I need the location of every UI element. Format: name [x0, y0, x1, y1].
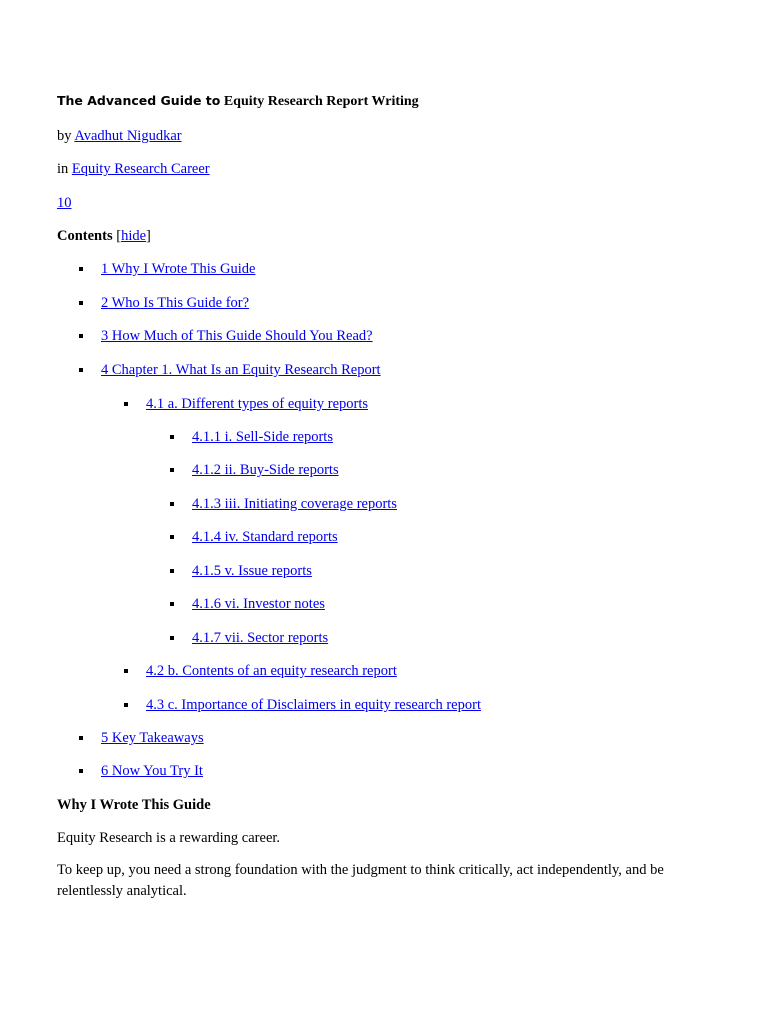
category-link[interactable]: Equity Research Career — [71, 161, 210, 177]
section-heading-text: Why I Wrote This Guide — [57, 797, 211, 813]
toc-item[interactable]: 2 Who Is This Guide for? — [101, 295, 250, 311]
toc-item[interactable]: 4.2 b. Contents of an equity research report — [146, 663, 397, 679]
toc-item[interactable]: 6 Now You Try It — [101, 763, 203, 779]
bullet-icon — [170, 468, 174, 472]
toc-item[interactable]: 4.1.7 vii. Sector reports — [192, 630, 329, 646]
toc-item[interactable]: 4.1.4 iv. Standard reports — [192, 529, 338, 545]
bullet-icon — [79, 267, 83, 271]
toc-item[interactable]: 4.1.5 v. Issue reports — [192, 563, 312, 579]
in-label: in — [57, 161, 69, 177]
title-prefix: The Advanced Guide to — [57, 93, 221, 108]
toc-item[interactable]: 4.1.6 vi. Investor notes — [192, 596, 325, 612]
title-main: Equity Research Report Writing — [223, 94, 419, 109]
bullet-icon — [79, 334, 83, 338]
bullet-icon — [79, 736, 83, 740]
contents-header — [57, 227, 151, 245]
bullet-icon — [124, 669, 128, 673]
comment-count-line — [57, 194, 72, 212]
contents-bracket-open: [ — [116, 228, 122, 244]
section-paragraph-1: Equity Research is a rewarding career. — [57, 830, 281, 846]
toc-item[interactable]: 5 Key Takeaways — [101, 730, 204, 746]
byline — [57, 127, 182, 145]
comment-count-link[interactable]: 10 — [57, 195, 72, 211]
contents-hide-link[interactable]: hide — [121, 228, 147, 244]
category-line — [57, 160, 210, 178]
toc-item[interactable]: 4.1 a. Different types of equity reports — [146, 396, 369, 412]
contents-bracket-close: ] — [146, 228, 151, 244]
bullet-icon — [170, 636, 174, 640]
bullet-icon — [170, 602, 174, 606]
bullet-icon — [170, 435, 174, 439]
bullet-icon — [79, 301, 83, 305]
toc-item[interactable]: 4 Chapter 1. What Is an Equity Research Report — [101, 362, 381, 378]
author-link[interactable]: Avadhut Nigudkar — [74, 128, 182, 144]
bullet-icon — [170, 535, 174, 539]
bullet-icon — [170, 502, 174, 506]
toc-item[interactable]: 4.3 c. Importance of Disclaimers in equity research report — [146, 697, 481, 713]
toc-item[interactable]: 4.1.1 i. Sell-Side reports — [192, 429, 333, 445]
bullet-icon — [124, 402, 128, 406]
toc-item[interactable]: 3 How Much of This Guide Should You Read? — [101, 328, 373, 344]
toc-item[interactable]: 1 Why I Wrote This Guide — [101, 261, 256, 277]
bullet-icon — [170, 569, 174, 573]
bullet-icon — [79, 769, 83, 773]
section-paragraph-2: To keep up, you need a strong foundation with the judgment to think critically, act independently, and be relentlessly analytical. — [57, 862, 664, 899]
bullet-icon — [79, 368, 83, 372]
by-label: by — [57, 128, 72, 144]
toc-item[interactable]: 4.1.2 ii. Buy-Side reports — [192, 462, 339, 478]
contents-heading: Contents — [57, 228, 113, 244]
section-heading — [57, 796, 211, 814]
article-title — [57, 92, 419, 111]
bullet-icon — [124, 703, 128, 707]
toc-item[interactable]: 4.1.3 iii. Initiating coverage reports — [192, 496, 397, 512]
